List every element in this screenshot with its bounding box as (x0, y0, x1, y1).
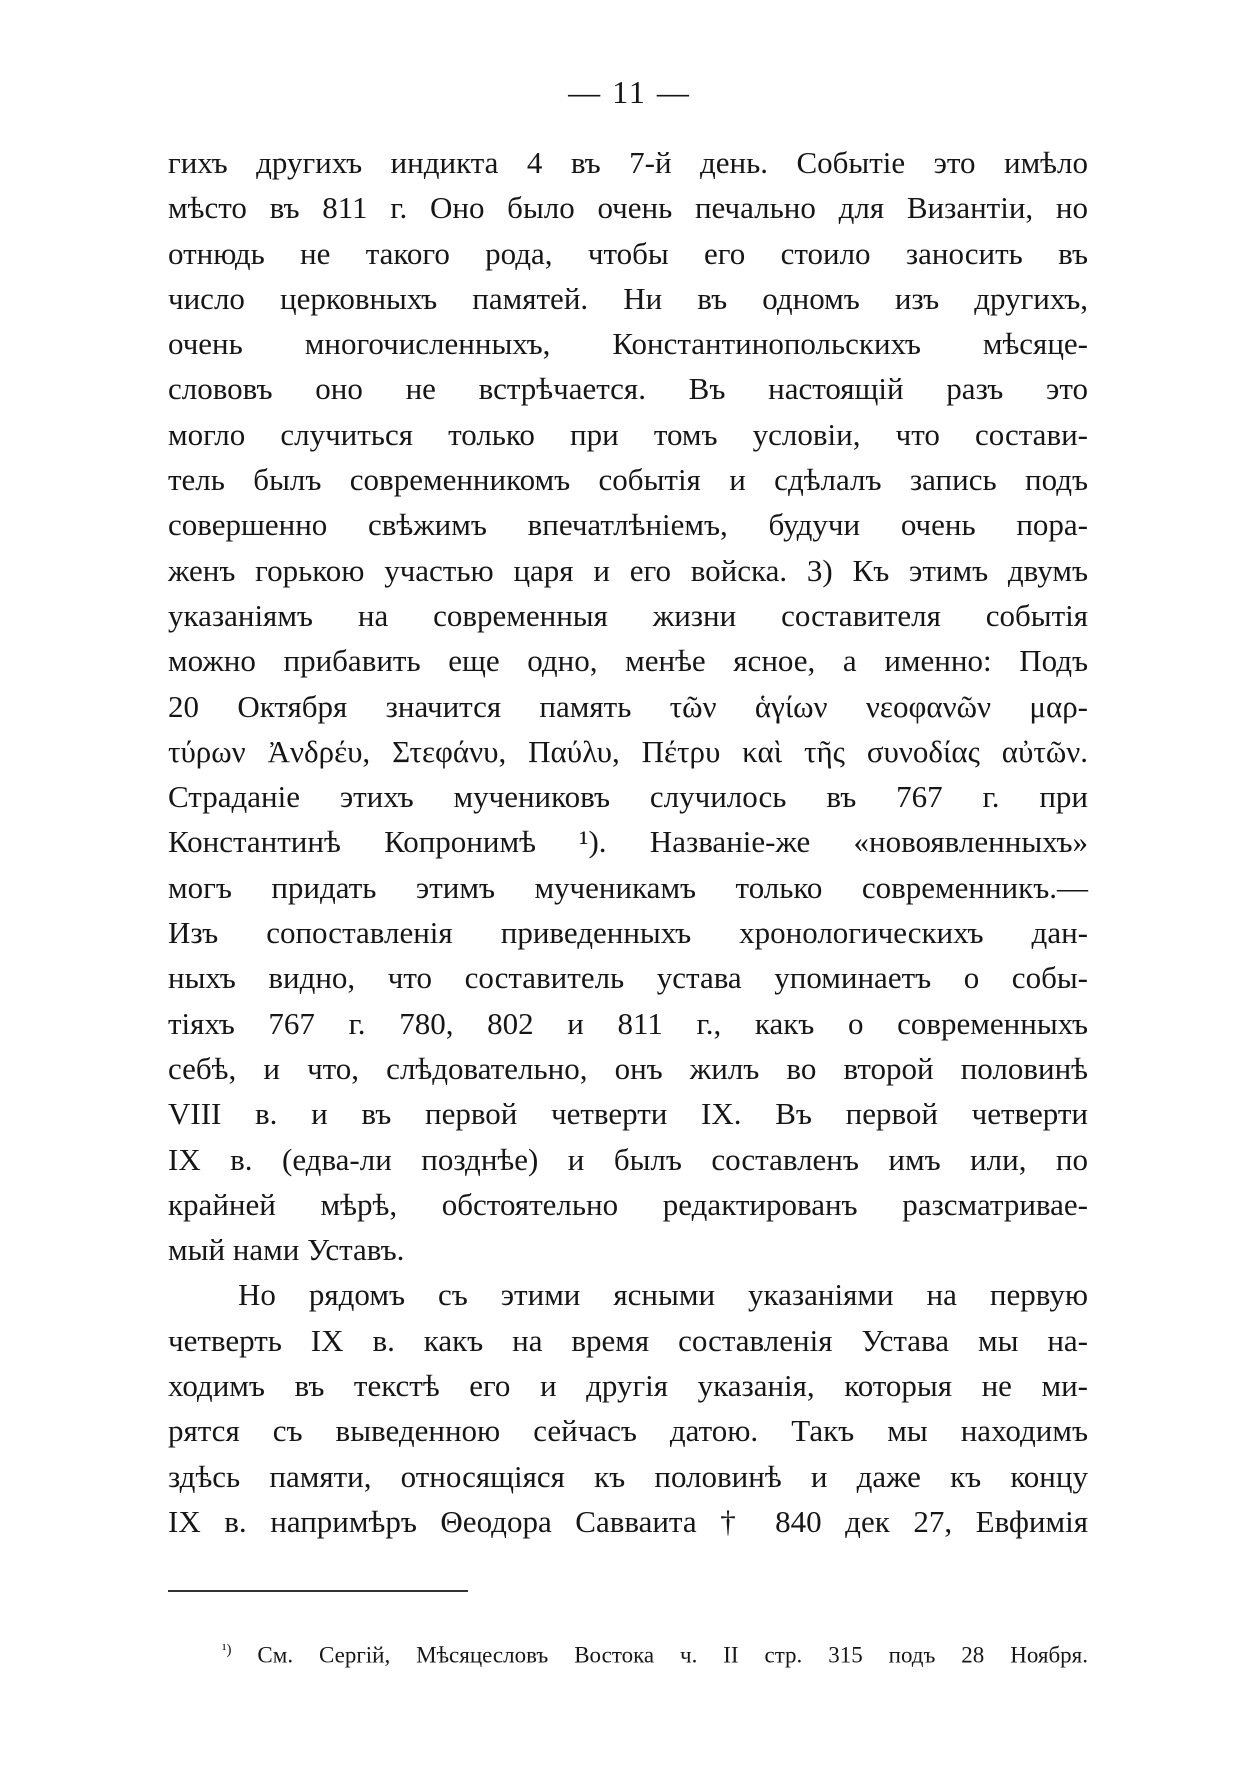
text-line: очень многочисленныхъ, Константинопольскихъ мѣсяце- (168, 326, 1088, 362)
text-line: крайней мѣрѣ, обстоятельно редактированъ разсматривае- (168, 1186, 1088, 1222)
text-line-greek: 20 Октября значится память τῶν ἁγίων νεοφανῶν μαρ- (168, 688, 1088, 724)
text-line: тель былъ современникомъ событія и сдѣлалъ запись подъ (168, 462, 1088, 498)
text-line: себѣ, и что, слѣдовательно, онъ жилъ во второй половинѣ (168, 1050, 1088, 1086)
page-number: — 11 — (568, 74, 691, 110)
text-line: могло случиться только при томъ условіи, что состави- (168, 416, 1088, 452)
text-line: Изъ сопоставленія приведенныхъ хронологическихъ дан- (168, 915, 1088, 951)
text-line: тіяхъ 767 г. 780, 802 и 811 г., какъ о современныхъ (168, 1005, 1088, 1041)
text-line: могъ придать этимъ мученикамъ только современникъ.— (168, 869, 1088, 905)
paragraph-end-line: мый нами Уставъ. (168, 1232, 405, 1268)
footnote-marker: ¹) (222, 1642, 232, 1658)
text-line: совершенно свѣжимъ впечатлѣніемъ, будучи очень пора- (168, 507, 1088, 543)
text-line: число церковныхъ памятей. Ни въ одномъ изъ другихъ, (168, 280, 1088, 316)
text-line: VIII в. и въ первой четверти IX. Въ первой четверти (168, 1096, 1088, 1132)
text-line: женъ горькою участью царя и его войска. 3) Къ этимъ двумъ (168, 552, 1088, 588)
text-line: здѣсь памяти, относящіяся къ половинѣ и даже къ концу (168, 1458, 1088, 1494)
text-line-greek: τύρων Ἀνδρέυ, Στεφάνυ, Παύλυ, Πέτρυ καὶ τῆς συνοδίας αὐτῶν. (168, 733, 1088, 769)
footnote (222, 1635, 1088, 1671)
text-line: гихъ другихъ индикта 4 въ 7-й день. Событіе это имѣло (168, 145, 1088, 180)
text-line: рятся съ выведенною сейчасъ датою. Такъ мы находимъ (168, 1413, 1088, 1449)
text-line: ныхъ видно, что составитель устава упоминаетъ о собы- (168, 960, 1088, 996)
text-line: четверть IX в. какъ на время составленія Устава мы на- (168, 1322, 1088, 1358)
text-line: ходимъ въ текстѣ его и другія указанія, которыя не ми- (168, 1368, 1088, 1404)
text-line: слововъ оно не встрѣчается. Въ настоящій разъ это (168, 371, 1088, 407)
paragraph-start-line: Но рядомъ съ этими ясными указаніями на первую (238, 1277, 1088, 1313)
footnote-text: См. Сергій, Мѣсяцесловъ Востока ч. II стр. 315 подъ 28 Ноября. (257, 1642, 1088, 1668)
body-text (168, 140, 1088, 1544)
footnote-divider (168, 1590, 468, 1592)
text-line: можно прибавить еще одно, менѣе ясное, а именно: Подъ (168, 643, 1088, 679)
text-line: указаніямъ на современныя жизни составителя событія (168, 597, 1088, 633)
text-line: IX в. (едва-ли позднѣе) и былъ составленъ имъ или, по (168, 1141, 1088, 1177)
text-line: Страданіе этихъ мучениковъ случилось въ 767 г. при (168, 779, 1088, 815)
text-line: мѣсто въ 811 г. Оно было очень печально для Византіи, но (168, 190, 1088, 226)
text-line: Константинѣ Копронимѣ ¹). Названіе-же «новоявленныхъ» (168, 824, 1088, 860)
text-line: отнюдь не такого рода, чтобы его стоило заносить въ (168, 235, 1088, 271)
text-line: IX в. напримѣръ Θеодора Савваита † 840 дек 27, Евфимія (168, 1503, 1088, 1539)
